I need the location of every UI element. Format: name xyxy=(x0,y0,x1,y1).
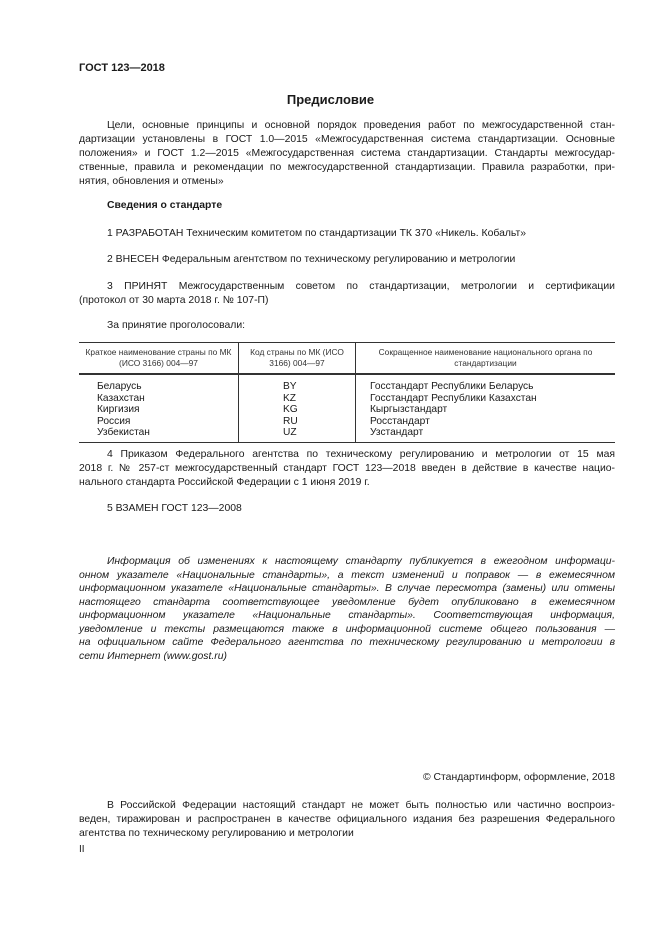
item-enacted-line: 2018 г. № 257-ст межгосударственный стандарт ГОСТ 123—2018 введен в действие в качестве нацио- xyxy=(79,463,615,474)
code-cell: UZ xyxy=(239,427,356,442)
document-header: ГОСТ 123—2018 xyxy=(79,62,165,74)
item-enacted-line: 4 Приказом Федерального агентства по техническому регулированию и метрологии от 15 мая xyxy=(107,449,615,460)
table-row xyxy=(79,427,615,442)
code-cell: KG xyxy=(239,404,356,416)
copyright: © Стандартинформ, оформление, 2018 xyxy=(422,772,615,783)
code-cell: KZ xyxy=(239,393,356,405)
notice-line: В Российской Федерации настоящий стандарт не может быть полностью или частично воспроиз- xyxy=(107,800,615,811)
notice-line: агентства по техническому регулированию и метрологии xyxy=(79,828,354,839)
header-code: Код страны по МК (ИСО 3166) 004—97 xyxy=(239,343,356,375)
intro-line: ственные, правила и рекомендации по межгосударственной стандартизации. Правила разработки, при- xyxy=(79,162,615,173)
organization-cell: Узстандарт xyxy=(356,427,616,442)
organization-cell: Кыргызстандарт xyxy=(356,404,616,416)
info-line: информационном указателе «Национальные стандарты». Соответствующая информация, xyxy=(79,610,615,621)
item-introduced: 2 ВНЕСЕН Федеральным агентством по техническому регулированию и метрологии xyxy=(107,254,516,265)
item-adopted-line: (протокол от 30 марта 2018 г. № 107-П) xyxy=(79,295,269,306)
code-cell: BY xyxy=(239,374,356,393)
members-table xyxy=(79,342,615,443)
organization-cell: Госстандарт Республики Казахстан xyxy=(356,393,616,405)
info-line: на официальном сайте Федерального агентства по техническому регулированию и метрологии в xyxy=(79,637,615,648)
item-adopted-line: 3 ПРИНЯТ Межгосударственным советом по стандартизации, метрологии и сертификации xyxy=(107,281,615,292)
item-enacted xyxy=(79,448,615,490)
code-cell: RU xyxy=(239,416,356,428)
country-cell: Узбекистан xyxy=(79,427,239,442)
info-heading: Сведения о стандарте xyxy=(107,200,223,211)
item-adopted xyxy=(79,280,615,308)
copyright-notice xyxy=(79,799,615,841)
item-developed: 1 РАЗРАБОТАН Техническим комитетом по стандартизации ТК 370 «Никель. Кобальт» xyxy=(107,228,527,239)
item-replaces: 5 ВЗАМЕН ГОСТ 123—2008 xyxy=(107,503,242,514)
country-cell: Беларусь xyxy=(97,381,142,392)
header-organization: Сокращенное наименование национального органа по стандартизации xyxy=(356,343,616,375)
organization-cell: Росстандарт xyxy=(356,416,616,428)
country-cell: Казахстан xyxy=(97,392,145,404)
info-block xyxy=(79,555,615,663)
country-cell: Киргизия xyxy=(97,404,140,415)
item-enacted-line: нального стандарта Российской Федерации с 1 июня 2019 г. xyxy=(79,477,370,488)
table-row xyxy=(79,393,615,405)
table-row xyxy=(79,404,615,416)
intro-line: нятия, обновления и отмены» xyxy=(79,176,224,187)
info-line: онном указателе «Национальные стандарты», а текст изменений и поправок — в ежемесячном xyxy=(79,569,615,581)
intro-paragraph xyxy=(79,119,615,189)
organization-cell: Госстандарт Республики Беларусь xyxy=(356,374,616,393)
intro-line: положения» и ГОСТ 1.2—2015 «Межгосударственная система стандартизации. Стандарты межгосудар- xyxy=(79,148,615,159)
voted-label: За принятие проголосовали: xyxy=(107,320,246,331)
intro-line: дартизации установлены в ГОСТ 1.0—2015 «Межгосударственная система стандартизации. Основные xyxy=(79,134,615,145)
table-row xyxy=(79,416,615,428)
table-header-row xyxy=(79,343,615,375)
info-line: уведомление и тексты размещаются также в информационной системе общего пользования — xyxy=(79,623,615,635)
table-row xyxy=(79,374,615,393)
notice-line: веден, тиражирован и распространен в качестве официального издания без разрешения Федерального xyxy=(79,814,615,825)
info-line: Информация об изменениях к настоящему стандарту публикуется в ежегодном информаци- xyxy=(107,556,615,567)
page-number: II xyxy=(79,844,85,855)
intro-line: Цели, основные принципы и основной порядок проведения работ по межгосударственной стан- xyxy=(107,120,615,131)
info-line: сети Интернет (www.gost.ru) xyxy=(79,650,227,662)
header-country: Краткое наименование страны по МК (ИСО 3166) 004—97 xyxy=(79,343,239,375)
page-title: Предисловие xyxy=(286,92,375,107)
country-cell: Россия xyxy=(97,415,131,427)
info-line: настоящего стандарта соответствующее уведомление будет опубликовано в ежемесячном xyxy=(79,596,615,608)
info-line: информационном указателе «Национальные стандарты». В случае пересмотра (замены) или отмены xyxy=(79,583,615,594)
